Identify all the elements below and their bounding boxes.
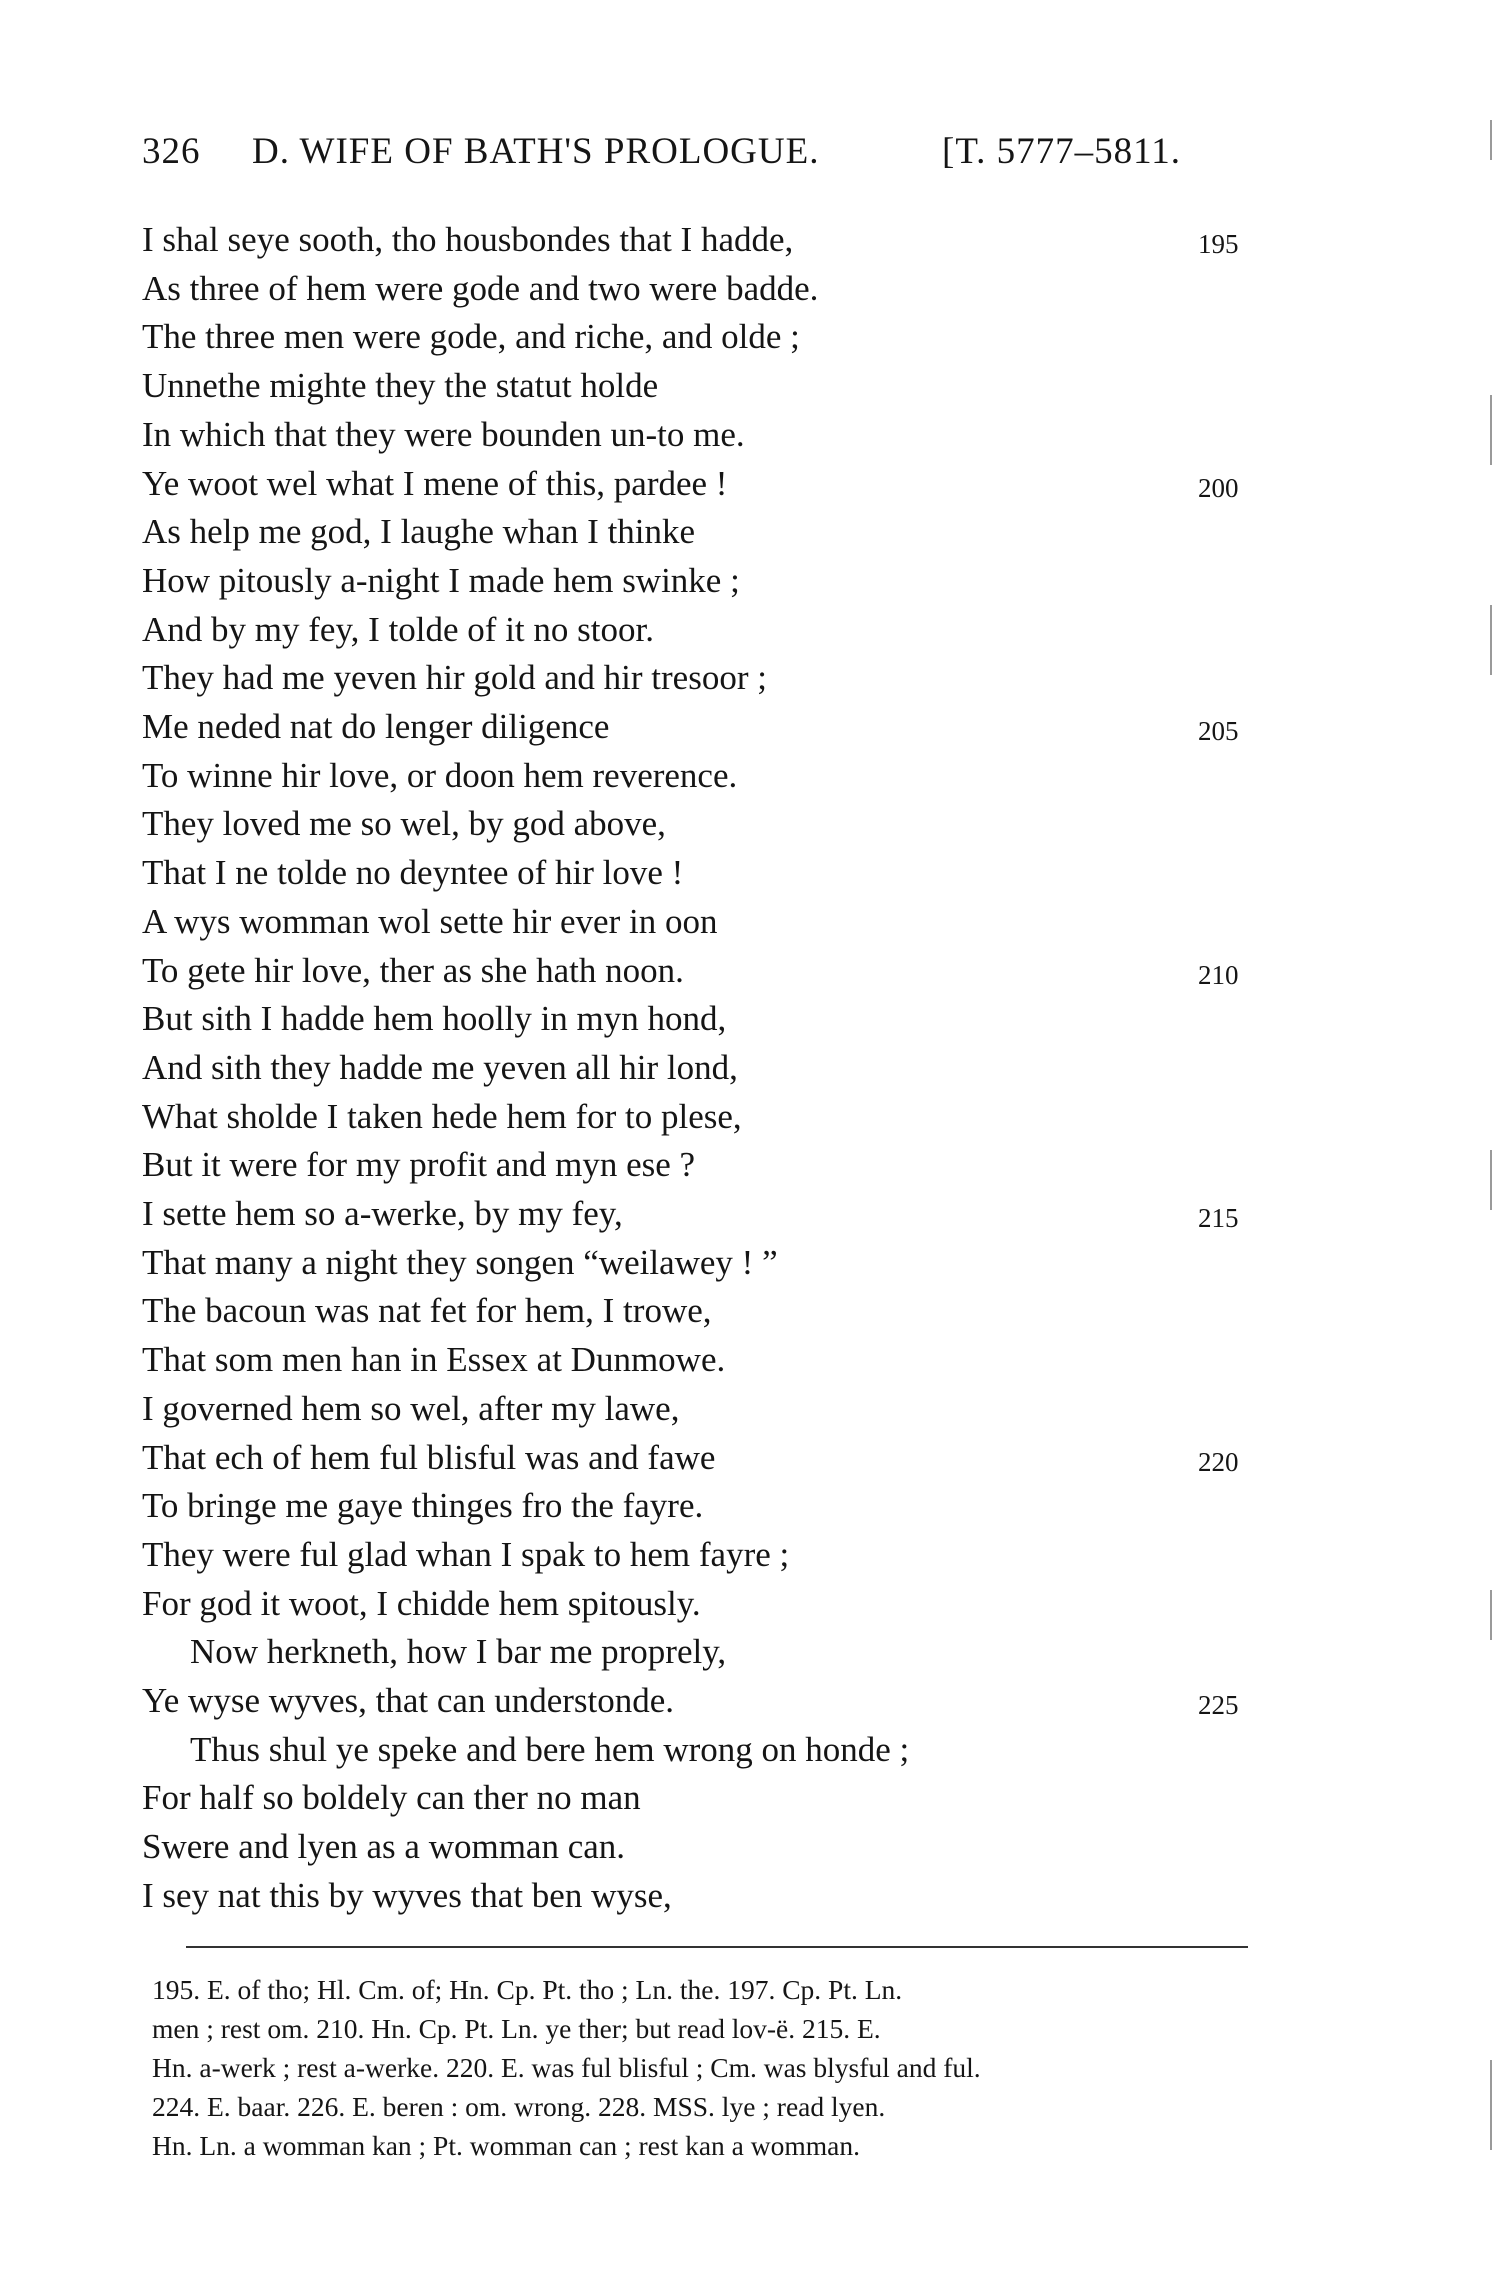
line-number: 225 xyxy=(1198,1690,1239,1720)
page-number: 326 xyxy=(142,131,201,172)
verse-line: What sholde I taken hede hem for to plese, xyxy=(142,1097,742,1136)
verse-line: Me neded nat do lenger diligence xyxy=(142,707,610,746)
verse-line: But it were for my profit and myn ese ? xyxy=(142,1145,696,1184)
line-number: 195 xyxy=(1198,229,1239,259)
verse-line: I sette hem so a-werke, by my fey, xyxy=(142,1194,623,1233)
verse-line: Now herkneth, how I bar me proprely, xyxy=(190,1632,727,1671)
verse-line: Ye woot wel what I mene of this, pardee ! xyxy=(142,464,728,503)
page-edge-mark xyxy=(1490,395,1492,465)
verse-line: That ech of hem ful blisful was and fawe xyxy=(142,1438,716,1477)
line-range: [T. 5777–5811. xyxy=(942,131,1182,172)
page-title: D. WIFE OF BATH'S PROLOGUE. xyxy=(252,131,820,172)
footnote-divider xyxy=(186,1946,1248,1948)
verse-line: And by my fey, I tolde of it no stoor. xyxy=(142,610,654,649)
footnotes xyxy=(152,1970,1262,2165)
verse-line: I shal seye sooth, tho housbondes that I hadde, xyxy=(142,220,794,259)
verse-line: In which that they were bounden un-to me. xyxy=(142,415,745,454)
verse-line: How pitously a-night I made hem swinke ; xyxy=(142,561,740,600)
verse-line: To bringe me gaye thinges fro the fayre. xyxy=(142,1486,704,1525)
verse-line: For god it woot, I chidde hem spitously. xyxy=(142,1584,701,1623)
footnote-line: Hn. Ln. a womman kan ; Pt. womman can ; rest kan a womman. xyxy=(152,2130,860,2161)
verse-line: Unnethe mighte they the statut holde xyxy=(142,366,659,405)
page-edge-mark xyxy=(1490,2060,1492,2150)
verse-line: I sey nat this by wyves that ben wyse, xyxy=(142,1876,672,1915)
page-edge-mark xyxy=(1490,605,1492,675)
footnote-line: men ; rest om. 210. Hn. Cp. Pt. Ln. ye ther; but read lov-ë. 215. E. xyxy=(152,2013,881,2044)
verse-line: The bacoun was nat fet for hem, I trowe, xyxy=(142,1291,712,1330)
verse-line: Thus shul ye speke and bere hem wrong on honde ; xyxy=(190,1730,910,1769)
line-number: 200 xyxy=(1198,473,1239,503)
verse-line: Swere and lyen as a womman can. xyxy=(142,1827,626,1866)
line-number: 205 xyxy=(1198,716,1239,746)
verse-line: That I ne tolde no deyntee of hir love ! xyxy=(142,853,684,892)
verse-line: They had me yeven hir gold and hir tresoor ; xyxy=(142,658,767,697)
verse-line: And sith they hadde me yeven all hir lond, xyxy=(142,1048,738,1087)
running-header xyxy=(142,130,1252,186)
verse-line: To winne hir love, or doon hem reverence. xyxy=(142,756,738,795)
verse-line: I governed hem so wel, after my lawe, xyxy=(142,1389,680,1428)
footnote-line: 224. E. baar. 226. E. beren : om. wrong. 228. MSS. lye ; read lyen. xyxy=(152,2091,886,2122)
verse-line: The three men were gode, and riche, and olde ; xyxy=(142,317,800,356)
page-edge-mark xyxy=(1490,1150,1492,1210)
verse-line: But sith I hadde hem hoolly in myn hond, xyxy=(142,999,727,1038)
verse-line: To gete hir love, ther as she hath noon. xyxy=(142,951,684,990)
footnote-line: Hn. a-werk ; rest a-werke. 220. E. was ful blisful ; Cm. was blysful and ful. xyxy=(152,2052,981,2083)
verse-line: As help me god, I laughe whan I thinke xyxy=(142,512,696,551)
page-edge-mark xyxy=(1490,120,1492,160)
verse-line: As three of hem were gode and two were badde. xyxy=(142,269,819,308)
footnote-line: 195. E. of tho; Hl. Cm. of; Hn. Cp. Pt. tho ; Ln. the. 197. Cp. Pt. Ln. xyxy=(152,1974,903,2005)
verse-line: That som men han in Essex at Dunmowe. xyxy=(142,1340,726,1379)
line-number: 215 xyxy=(1198,1203,1239,1233)
verse-line: That many a night they songen “weilawey ! ” xyxy=(142,1243,778,1282)
page-edge-mark xyxy=(1490,1590,1492,1640)
verse-line: For half so boldely can ther no man xyxy=(142,1778,641,1817)
verse-line: A wys womman wol sette hir ever in oon xyxy=(142,902,718,941)
verse-line: They loved me so wel, by god above, xyxy=(142,804,666,843)
verse-line: They were ful glad whan I spak to hem fayre ; xyxy=(142,1535,790,1574)
line-number: 210 xyxy=(1198,960,1239,990)
line-number: 220 xyxy=(1198,1447,1239,1477)
verse-line: Ye wyse wyves, that can understonde. xyxy=(142,1681,675,1720)
